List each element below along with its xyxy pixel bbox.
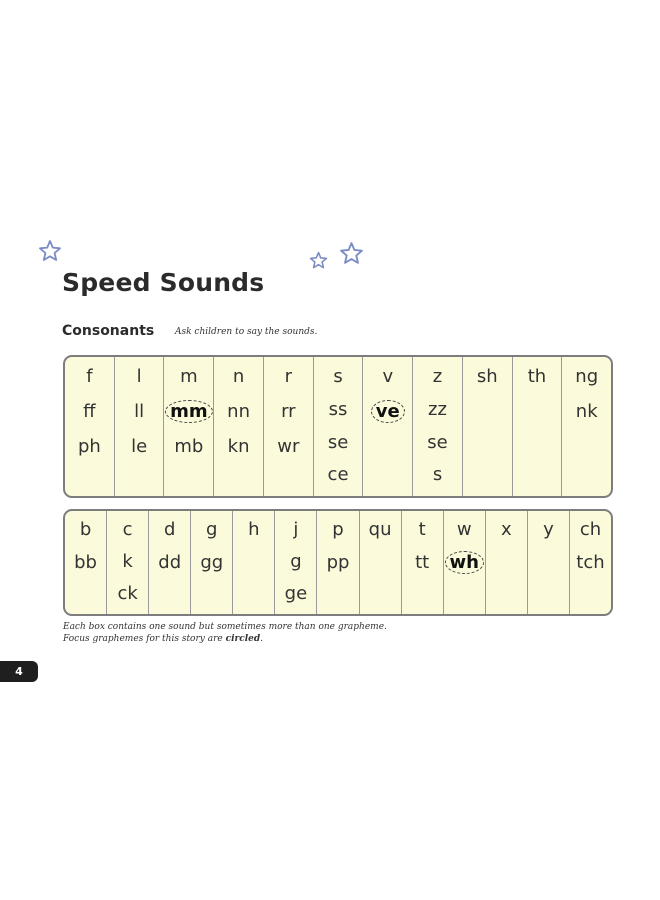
grapheme-row <box>285 365 292 400</box>
grapheme: r <box>284 366 292 387</box>
grapheme: pp <box>326 552 350 573</box>
grapheme: x <box>500 519 512 540</box>
footnote-line-1: Each box contains one sound but sometimes more than one grapheme. <box>63 622 387 632</box>
grapheme-row <box>248 518 259 551</box>
grapheme: gg <box>200 552 224 573</box>
grapheme: d <box>163 519 176 540</box>
grapheme: m <box>180 366 198 387</box>
grapheme: ck <box>117 583 138 604</box>
sound-box <box>314 357 364 496</box>
grapheme-row <box>433 365 442 398</box>
grapheme: nk <box>575 401 598 422</box>
circled-grapheme: wh <box>445 551 484 574</box>
star-icon <box>339 241 364 266</box>
grapheme-row <box>233 365 244 400</box>
grapheme: w <box>456 519 472 540</box>
grapheme-row <box>164 518 175 551</box>
grapheme: c <box>122 519 133 540</box>
instruction-text: Ask children to say the sounds. <box>175 327 318 337</box>
grapheme: g <box>206 519 218 540</box>
grapheme: zz <box>428 398 447 420</box>
grapheme: ce <box>327 464 349 486</box>
grapheme: qu <box>368 519 392 540</box>
grapheme-row <box>293 518 298 550</box>
grapheme-row <box>415 551 429 584</box>
sound-box <box>360 511 402 614</box>
sound-box <box>214 357 264 496</box>
grapheme-row <box>433 463 442 496</box>
sound-box <box>107 511 149 614</box>
grapheme-row <box>501 518 512 551</box>
grapheme-row <box>137 365 142 400</box>
sound-box <box>164 357 214 496</box>
grapheme: dd <box>158 552 182 573</box>
grapheme-row <box>477 365 498 400</box>
speed-sounds-grid-2 <box>63 509 613 616</box>
grapheme: t <box>418 519 426 540</box>
star-icon <box>309 251 328 270</box>
grapheme-row <box>382 365 393 400</box>
grapheme: ge <box>284 583 308 604</box>
grapheme-row <box>371 400 405 435</box>
grapheme: se <box>327 431 349 453</box>
grapheme-row <box>369 518 392 551</box>
grapheme: sh <box>476 366 498 387</box>
sound-box <box>275 511 317 614</box>
grapheme-row <box>117 582 137 614</box>
grapheme: f <box>86 366 93 387</box>
grapheme: rr <box>281 401 296 422</box>
grapheme-row <box>543 518 554 551</box>
grapheme: ff <box>83 401 96 422</box>
circled-grapheme: mm <box>165 400 213 423</box>
speed-sounds-grid-1 <box>63 355 613 498</box>
sound-box <box>528 511 570 614</box>
grapheme: ll <box>134 401 145 422</box>
grapheme-row <box>227 400 250 435</box>
footnote <box>63 621 387 645</box>
grapheme: z <box>432 366 443 387</box>
grapheme-row <box>78 435 101 470</box>
grapheme: s <box>432 464 443 486</box>
grapheme-row <box>134 400 144 435</box>
grapheme: n <box>232 366 245 387</box>
grapheme-row <box>285 582 308 614</box>
grapheme-row <box>74 551 97 584</box>
grapheme: v <box>382 366 394 387</box>
footnote-prefix: Focus graphemes for this story are <box>63 634 226 644</box>
page-number: 4 <box>0 661 38 682</box>
grapheme-row <box>83 400 95 435</box>
sound-box <box>65 357 115 496</box>
grapheme-row <box>457 518 472 551</box>
grapheme-row <box>86 365 92 400</box>
grapheme-row <box>332 518 343 551</box>
grapheme-row <box>580 518 601 551</box>
grapheme: p <box>332 519 344 540</box>
grapheme: tt <box>415 552 430 573</box>
grapheme-row <box>333 365 342 398</box>
grapheme: ch <box>579 519 602 540</box>
grapheme: bb <box>74 552 97 573</box>
sound-box <box>486 511 528 614</box>
grapheme-row <box>575 365 598 400</box>
grapheme-row <box>122 550 132 582</box>
sound-box <box>402 511 444 614</box>
grapheme-row <box>327 551 350 584</box>
grapheme-row <box>419 518 426 551</box>
grapheme: le <box>131 436 148 457</box>
grapheme: k <box>122 551 133 572</box>
footnote-line-2 <box>63 633 387 645</box>
grapheme-row <box>80 518 91 551</box>
grapheme-row <box>576 400 598 435</box>
grapheme-row <box>165 400 213 435</box>
footnote-emphasis: circled <box>225 634 261 644</box>
sound-box <box>562 357 611 496</box>
grapheme-row <box>131 435 147 470</box>
sound-box <box>264 357 314 496</box>
sound-box <box>65 511 107 614</box>
page-title: Speed Sounds <box>62 268 265 297</box>
grapheme-row <box>206 518 217 551</box>
grapheme-row <box>228 435 250 470</box>
grapheme-row <box>180 365 198 400</box>
section-heading: Consonants <box>62 323 155 339</box>
grapheme-row <box>576 551 604 584</box>
sound-box <box>363 357 413 496</box>
grapheme: nn <box>227 401 250 422</box>
grapheme: ph <box>77 436 101 457</box>
grapheme: j <box>293 519 299 540</box>
grapheme: g <box>290 551 302 572</box>
grapheme: se <box>427 431 448 453</box>
grapheme-row <box>200 551 223 584</box>
grapheme-row <box>427 431 447 464</box>
sound-box <box>149 511 191 614</box>
sound-box <box>570 511 611 614</box>
grapheme: h <box>248 519 260 540</box>
grapheme-row <box>445 551 484 584</box>
grapheme: s <box>333 366 343 387</box>
sound-box <box>191 511 233 614</box>
circled-grapheme: ve <box>371 400 405 423</box>
sound-box <box>513 357 563 496</box>
grapheme: ss <box>328 398 348 420</box>
sound-box <box>463 357 513 496</box>
grapheme: mb <box>174 436 204 457</box>
grapheme: y <box>543 519 554 540</box>
grapheme: tch <box>576 552 605 573</box>
sound-box <box>317 511 359 614</box>
sound-box <box>115 357 165 496</box>
grapheme-row <box>123 518 133 550</box>
grapheme: wr <box>277 436 300 457</box>
sound-box <box>413 357 463 496</box>
grapheme-row <box>281 400 295 435</box>
grapheme-row <box>328 463 349 496</box>
grapheme: b <box>79 519 92 540</box>
sound-box <box>233 511 275 614</box>
footnote-suffix: . <box>260 634 264 644</box>
grapheme: l <box>136 366 142 387</box>
grapheme: th <box>527 366 547 387</box>
grapheme-row <box>328 431 348 464</box>
sound-box <box>444 511 486 614</box>
star-icon <box>38 239 62 263</box>
grapheme: kn <box>227 436 250 457</box>
grapheme-row <box>329 398 348 431</box>
grapheme: ng <box>575 366 599 387</box>
grapheme-row <box>528 365 546 400</box>
grapheme-row <box>158 551 181 584</box>
grapheme-row <box>290 550 301 582</box>
grapheme-row <box>428 398 447 431</box>
grapheme-row <box>174 435 203 470</box>
grapheme-row <box>277 435 299 470</box>
